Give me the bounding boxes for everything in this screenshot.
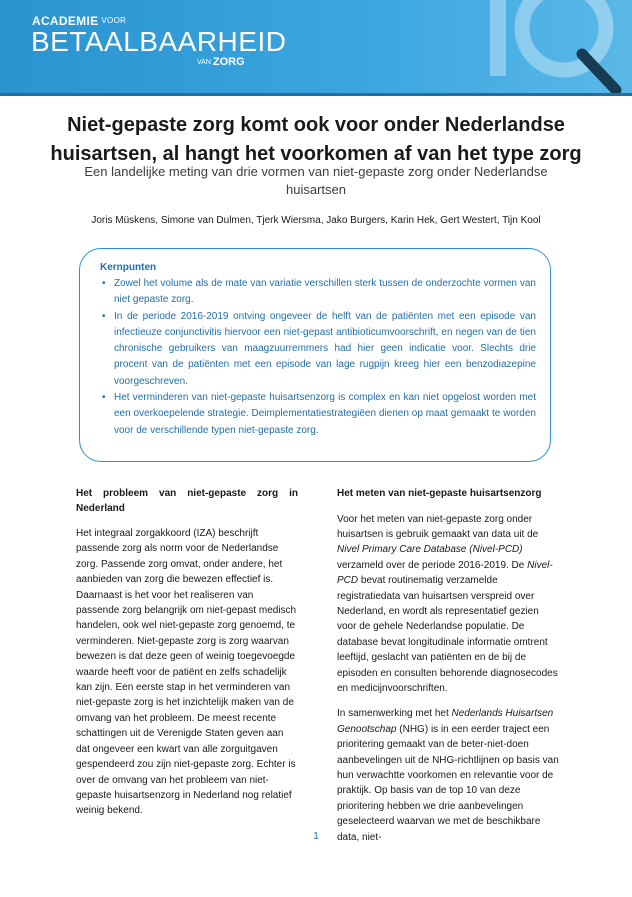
body-paragraph: Voor het meten van niet-gepaste zorg onder huisartsen is gebruik gemaakt van data uit de Nivel Primary Care Database (Nivel-PCD) verzameld over de periode 2016-2019. De Nivel-PCD bevat routinematig verzamelde registratiedata van huisartsen verspreid over Nederland, en wordt als representatief gezien voor de gehele Nederlandse populatie. De database bevat longitudinale informatie omtrent leeftijd, geslacht van patiënten en de bij de episoden en consulten behorende diagnosecodes en medicijnvoorschriften. [337, 513, 558, 694]
key-point-item: • In de periode 2016-2019 ontving ongeveer de helft van de patiënten met een episode van infectieuze conjunctivitis hiervoor een niet-gepast antibioticumvoorschrift, en negen van de tien chronische gebruikers van maagzuurremmers had hier geen indicatie voor. Slechts drie procent van de patiënten met een episode van lage rugpijn kreeg hier een benzodiazepine voorgeschreven. [100, 309, 536, 390]
page-subtitle: Een landelijke meting van drie vormen van niet-gepaste zorg onder Nederlandse huisartsen [84, 164, 548, 197]
logo-betaalbaarheid: BETAALBAARHEID [31, 26, 287, 57]
key-point-item: • Zowel het volume als de mate van variatie verschillen sterk tussen de onderzochte vormen van niet gepaste zorg. [100, 276, 536, 309]
key-points-list [100, 276, 536, 439]
iq-monogram-icon [478, 0, 632, 93]
right-column [337, 487, 559, 855]
body-paragraph: Het integraal zorgakkoord (IZA) beschrijft passende zorg als norm voor de Nederlandse zorg. Passende zorg omvat, onder andere, het aanbieden van zorg die bewezen effectief is. Daarnaast is het voor het realiseren van passende zorg belangrijk om niet-gepast medisch handelen, ook wel niet-gepaste zorg genoemd, te verminderen. Niet-gepaste zorg is zorg waarvan bewezen is dat deze geen of weinig toegevoegde waarde heeft voor de patiënt en zelfs schadelijk kan zijn. Een eerste stap in het verminderen van niet-gepaste zorg is het inzichtelijk maken van de omvang van het probleem. De meest recente schattingen uit de Verenigde Staten geven aan dat ongeveer een kwart van alle zorguitgaven gespendeerd zou zijn niet-gepaste zorg. Echter is over de omvang van het probleem van niet-gepaste huisartsenzorg in Nederland nog relatief weinig bekend. [76, 528, 297, 817]
logo-van-zorg: VAN ZORG [197, 56, 245, 68]
body-paragraph: In samenwerking met het Nederlands Huisartsen Genootschap (NHG) is in een eerder traject een prioritering gemaakt van de beter-niet-doen aanbevelingen uit de NHG-richtlijnen op basis van hun verwachtte voorkomen en relevantie voor de praktijk. Op basis van de top 10 van deze prioritering hebben we drie aanbevelingen geselecteerd waarvan we met de beschikbare data, niet- [337, 708, 559, 843]
key-point-item: • Het verminderen van niet-gepaste huisartsenzorg is complex en kan niet opgelost worden met een overkoepelende strategie. Deimplementatiestrategiëen dienen op maat gemaakt te worden voor de verschillende typen niet-gepaste zorg. [100, 390, 536, 439]
key-points-title: Kernpunten [100, 262, 157, 273]
key-points-box [79, 248, 551, 462]
left-column [76, 487, 298, 829]
logo-academie: ACADEMIE VOOR [32, 14, 127, 28]
author-list: Joris Müskens, Simone van Dulmen, Tjerk Wiersma, Jako Burgers, Karin Hek, Gert Westert, Tijn Kool [91, 215, 541, 226]
section-heading-probleem: Het probleem van niet-gepaste zorg in Nederland [76, 488, 298, 514]
page-title: Niet-gepaste zorg komt ook voor onder Nederlandse huisartsen, al hangt het voorkomen af van het type zorg [50, 114, 582, 165]
section-heading-meten: Het meten van niet-gepaste huisartsenzorg [337, 488, 542, 499]
page-number: 1 [313, 831, 319, 842]
header-rule [0, 93, 632, 96]
header-banner [0, 0, 632, 93]
